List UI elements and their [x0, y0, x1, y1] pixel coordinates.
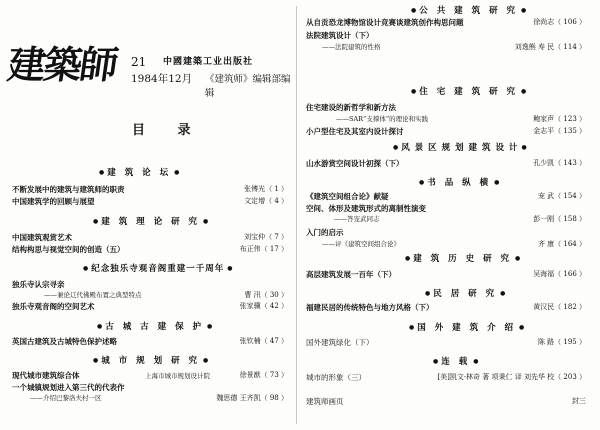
entry-author: 鲍家声（ 123 ）: [533, 115, 586, 123]
toc-entry[interactable]: 城市的形象（三）: [306, 373, 366, 382]
toc-entry[interactable]: 一个城镇规划进入第三代的代表作: [12, 383, 125, 392]
toc-entry[interactable]: 入门的启示: [306, 228, 344, 237]
entry-author: 刘逸熊 寿 民（ 114 ）: [514, 43, 586, 51]
issue-date: 1984年12月: [131, 73, 193, 85]
right-page: [296, 0, 600, 430]
entry-subtitle: ——评《建筑空间组合论》: [322, 240, 400, 248]
toc-entry[interactable]: 独乐寺认宗寻亲: [12, 280, 65, 289]
section-heading: ● 书 品 纵 横 ●: [419, 178, 500, 188]
section-heading: ● 连 载 ●: [433, 357, 479, 367]
toc-entry[interactable]: 高层建筑发展一百年（下）: [306, 270, 396, 279]
toc-entry[interactable]: 《建筑空间组合论》献疑: [306, 192, 389, 201]
section-heading: ● 城 市 规 划 研 究 ●: [93, 356, 209, 366]
section-heading: ● 古 城 古 建 保 护 ●: [97, 322, 213, 332]
toc-entry[interactable]: 住宅建设的新哲学和新方法: [306, 103, 396, 112]
entry-org: 上海市城市规划设计院: [145, 372, 210, 380]
toc-entry[interactable]: 独乐寺观音阁的空间艺术: [12, 302, 95, 311]
entry-author: 彭一刚（ 158 ）: [533, 215, 586, 223]
toc-entry[interactable]: 福建民居的传统特色与地方风格（下）: [306, 303, 434, 312]
issue-number: 21: [131, 55, 147, 69]
entry-translator-line: [美]凯文·林奇 著 项秉仁 译 刘先华 校（ 203 ）: [437, 373, 586, 381]
entry-author: 陈 路（ 195 ）: [537, 338, 586, 346]
entry-subtitle: ——法院建筑的性格: [322, 43, 381, 51]
toc-entry[interactable]: 中国建筑学的回顾与展望: [12, 197, 95, 206]
publisher: 中國建築工业出版社: [163, 57, 254, 67]
entry-author: 张钦楠（ 47 ）: [239, 337, 288, 345]
entry-author: 宠 武（ 154 ）: [537, 192, 586, 200]
toc-entry[interactable]: 空间、体形及建筑形式的离制性演变: [306, 204, 426, 213]
entry-subtitle: ——答宠武同志: [334, 215, 380, 223]
toc-entry[interactable]: 中国建筑观赏艺术: [12, 233, 72, 242]
section-heading: ● 风 景 区 规 划 建 筑 设 计 ●: [393, 143, 527, 153]
entry-subtitle: ——SAR“支撑体”的理论和实践: [336, 115, 429, 123]
toc-entry[interactable]: 不断发展中的建筑与建筑师的职责: [12, 185, 125, 194]
section-heading: ● 民 居 研 究 ●: [425, 289, 506, 299]
toc-entry[interactable]: 小户型住宅及其室内设计探讨: [306, 127, 404, 136]
section-heading: ● 建 筑 历 史 研 究 ●: [405, 254, 521, 264]
section-heading: ● 公 共 建 筑 研 究 ●: [411, 6, 527, 16]
section-heading: ● 住 宅 建 筑 研 究 ●: [411, 87, 527, 97]
entry-author: 刘宝仲（ 7 ）: [244, 233, 288, 241]
toc-entry[interactable]: 英国古建筑及古城特色保护述略: [12, 337, 117, 346]
toc-entry[interactable]: 山水游赏空间设计初探（下）: [306, 159, 404, 168]
entry-author: 曹 汛（ 30 ）: [244, 291, 288, 299]
entry-author: 魏思德 王齐凯（ 98 ）: [216, 394, 288, 402]
magazine-logo: 建築師: [4, 42, 120, 87]
left-page: [0, 0, 296, 430]
entry-subtitle: ——兼论辽代佛殿布置之典型特点: [44, 291, 142, 299]
entry-author: 张家骥（ 42 ）: [239, 302, 288, 310]
entry-author: 张镈光（ 1 ）: [244, 185, 288, 193]
entry-author: 吴海福（ 166 ）: [533, 270, 586, 278]
section-heading: ● 建 筑 论 坛 ●: [99, 168, 180, 178]
toc-entry[interactable]: 国外建筑绿化（下）: [306, 338, 374, 347]
toc-entry[interactable]: 建筑师画页: [306, 397, 344, 406]
entry-author: 金志平（ 135 ）: [533, 127, 586, 135]
section-heading: ● 国 外 建 筑 介 绍 ●: [409, 323, 525, 333]
entry-author: 布正伟（ 17 ）: [239, 245, 288, 253]
editor-line: 《建筑师》编辑部编辑: [205, 74, 291, 99]
entry-author: 徐尚志（ 106 ）: [533, 18, 586, 26]
toc-entry[interactable]: 结构构思与视觉空间的创造（五）: [12, 245, 125, 254]
entry-author: 黄汉民（ 182 ）: [533, 303, 586, 311]
toc-entry[interactable]: 法院建筑设计（下）: [306, 31, 374, 40]
entry-page: 封三: [572, 397, 586, 405]
entry-author: 徐景猷（ 73 ）: [239, 371, 288, 379]
entry-author: 齐 康（ 164 ）: [537, 240, 586, 248]
entry-author: 文定增（ 4 ）: [244, 197, 288, 205]
section-heading: ● 建 筑 理 论 研 究 ●: [93, 217, 209, 227]
toc-entry[interactable]: 从自贡恐龙博物馆设计竞赛谈建筑创作构思问题: [306, 18, 464, 27]
toc-title: 目 录: [132, 123, 205, 138]
toc-entry[interactable]: 现代城市建筑综合体: [12, 371, 80, 380]
entry-subtitle: ——介绍巴黎洛夫村一区: [30, 394, 102, 402]
entry-author: 孔少凯（ 143 ）: [533, 159, 586, 167]
section-heading: ● 纪念独乐寺观音阁重建一千周年 ●: [83, 264, 233, 274]
